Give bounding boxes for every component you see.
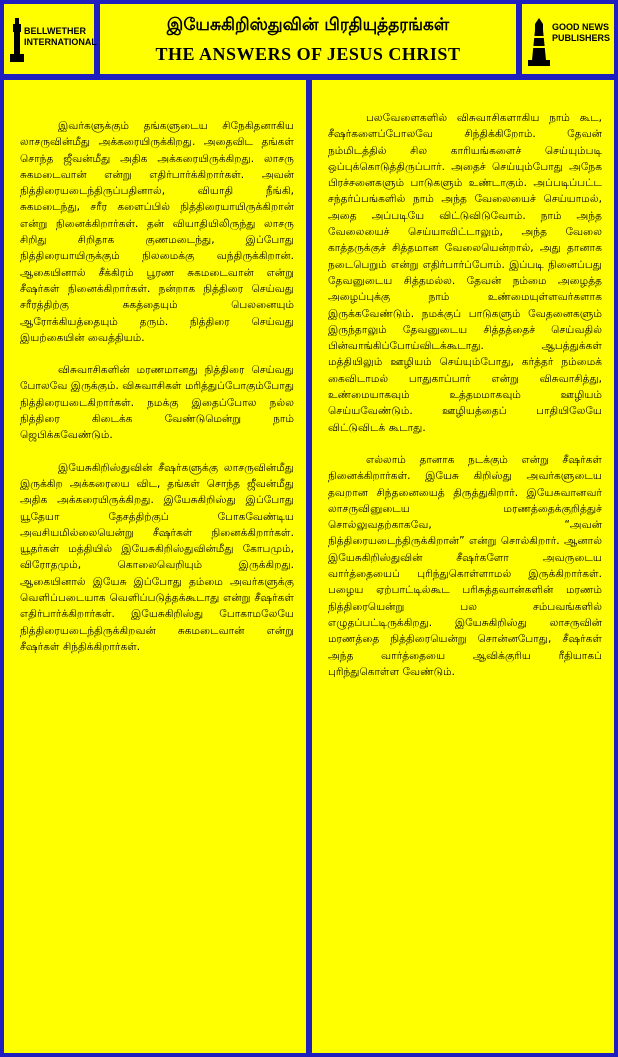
- left-paragraph: இவர்களுக்கும் தங்களுடைய சிநேகிதனாகிய லாசருவின்மீது அக்கரையிருக்கிறது. அதைவிட தங்கள் சொந்த ஜீவன்மீது அதிக அக்கரையிருக்கிறது. லாசரு சுகமடைவான் என்று எதிர்பார்க்கிறார்கள். அவன் நித்திரையடைந்திருப்பதினால், வியாதி நீங்கி, சுகமடைந்து, சரீர களைப்பில் நித்திரையாயிருக்கிறான் என்று நினைக்கிறார்கள். தன் வியாதியிலிருந்து லாசரு சிறிது சிறிதாக குணமடைந்து, இப்போது நித்திரையாயிருக்கும் நிலமைக்கு வந்திருக்கிறான். ஆகையினால் சீக்கிரம் பூரண சுகமடைவான் என்று சீஷர்கள் நினைக்கிறார்கள். நன்றாக நித்திரை செய்வது சரீரத்திற்கு சுகத்தையும் பெலனையும் ஆரோக்கியத்தையும் தரும். நித்திரை செய்வது இயற்கையின் வைத்தியம்.: [20, 120, 294, 344]
- logo-right-line1: GOOD NEWS: [552, 22, 610, 32]
- left-paragraph: விசுவாசிகளின் மரணமானது நித்திரை செய்வது போலவே இருக்கும். விசுவாசிகள் மரித்துப்போகும்போது நித்திரையடைகிறார்கள். நமக்கு இதைப்போல நல்ல நித்திரை கிடைக்க வேண்டுமென்று நாம் ஜெபிக்கவேண்டும்.: [20, 364, 294, 442]
- left-paragraph: இயேசுகிறிஸ்துவின் சீஷர்களுக்கு லாசருவின்மீது இருக்கிற அக்கரையை விட, தங்கள் சொந்த ஜீவன்மீது அதிக அக்கரையிருக்கிறது. இயேசுகிறிஸ்து இப்போது யூதேயா தேசத்திற்குப் போகவேண்டிய அவசியமில்லையென்று சீஷர்கள் நினைக்கிறார்கள். யூதர்கள் மத்தியில் இயேசுகிறிஸ்துவின்மீது கோபமும், விரோதமும், கொலைவெறியும் இருக்கிறது. ஆகையினால் இயேசு இப்போது தம்மை அவர்களுக்கு வெளிப்படையாக வெளிப்படுத்தக்கூடாது என்று சீஷர்கள் எதிர்பார்க்கிறார்கள். இயேசுகிறிஸ்து போகாமலேயே நித்திரையடைந்திருக்கிறவன் சுகமடைவான் என்று சீஷர்கள் சிந்திக்கிறார்கள்.: [20, 461, 294, 653]
- left-column: [4, 80, 306, 1053]
- title-tamil: இயேசுகிறிஸ்துவின் பிரதியுத்தரங்கள்: [166, 15, 450, 35]
- bellwether-logo: [4, 4, 97, 74]
- logo-left-line2: INTERNATIONAL: [24, 37, 97, 47]
- lighthouse-icon: [528, 18, 550, 66]
- right-paragraph: பலவேளைகளில் விசுவாசிகளாகிய நாம் கூட, சீஷர்களைப்போலவே சிந்திக்கிறோம். தேவன் நம்மிடத்தில் சில காரியங்களைச் செய்யும்படி ஒப்புக்கொடுத்திருப்பார். அதைச் செய்யும்போது அநேக பிரச்சனைகளும் பாடுகளும் உண்டாகும். அப்படிப்பட்ட சந்தர்ப்பங்களில் நாம் அந்த வேலையைச் செய்யாமல், அதை அப்படியே விட்டுவிடுவோம். நாம் அந்த வேலையைச் செய்யாவிட்டாலும், அந்த வேலை காத்தருக்குச் சித்தமான வேலையென்றால், அது தானாக நடைபெறும் என்று எதிர்பார்ப்போம். இப்படி நினைப்பது தேவனுடைய சித்தமல்ல. தேவன் நம்மை அழைத்த அழைப்புக்கு நாம் உண்மையுள்ளவர்களாக இருக்கவேண்டும். நமக்குப் பாடுகளும் வேதனைகளும் இருந்தாலும் தேவனுடைய சித்தத்தைச் செய்வதில் பின்வாங்கிப்போய்விடக்கூடாது. ஆபத்துக்கள் மத்தியிலும் ஊழியம் செய்யும்போது, கர்த்தர் நம்மைக் கைவிடாமல் பாதுகாப்பார் என்று விசுவாசித்து, உண்மையாகவும் உத்தமமாகவும் ஊழியம் செய்யவேண்டும். ஊழியத்தைப் பாதியிலேயே விட்டுவிடக் கூடாது.: [328, 112, 602, 434]
- goodnews-logo-panel: [522, 4, 614, 74]
- logo-left-line1: BELLWETHER: [24, 26, 86, 36]
- logo-right-line2: PUBLISHERS: [552, 33, 611, 43]
- title-panel: [100, 4, 516, 74]
- bellwether-logo-panel: [4, 4, 97, 74]
- lamp-tower-icon: [10, 18, 24, 62]
- goodnews-logo: [522, 4, 614, 74]
- right-paragraph: எல்லாம் தானாக நடக்கும் என்று சீஷர்கள் நினைக்கிறார்கள். இயேசு கிறிஸ்து அவர்களுடைய தவறான சிந்தனையைத் திருத்துகிறார். இயேசுவானவர் லாசருவினுடைய மரணத்தைக்குறித்துச் சொல்லுவதற்காகவே, “அவன் நித்திரையடைந்திருக்கிறான்” என்று சொல்கிறார். ஆனால் இயேசுகிறிஸ்துவின் சீஷர்களோ அவருடைய வார்த்தையைப் புரிந்துகொள்ளாமல் இருக்கிறார்கள். பழைய ஏற்பாட்டில்கூட பரிசுத்தவான்களின் மரணம் நித்திரையென்று பல சம்பவங்களில் எழுதப்பட்டிருக்கிறது. இயேசுகிறிஸ்து லாசருவின் மரணத்தை நித்திரையென்று சொன்னபோது, சீஷர்கள் அந்த வார்த்தையை ஆவிக்குரிய ரீதியாகப் புரிந்துகொள்ள வேண்டும்.: [328, 453, 602, 678]
- title-english: THE ANSWERS OF JESUS CHRIST: [155, 44, 461, 64]
- right-column: [312, 80, 614, 1053]
